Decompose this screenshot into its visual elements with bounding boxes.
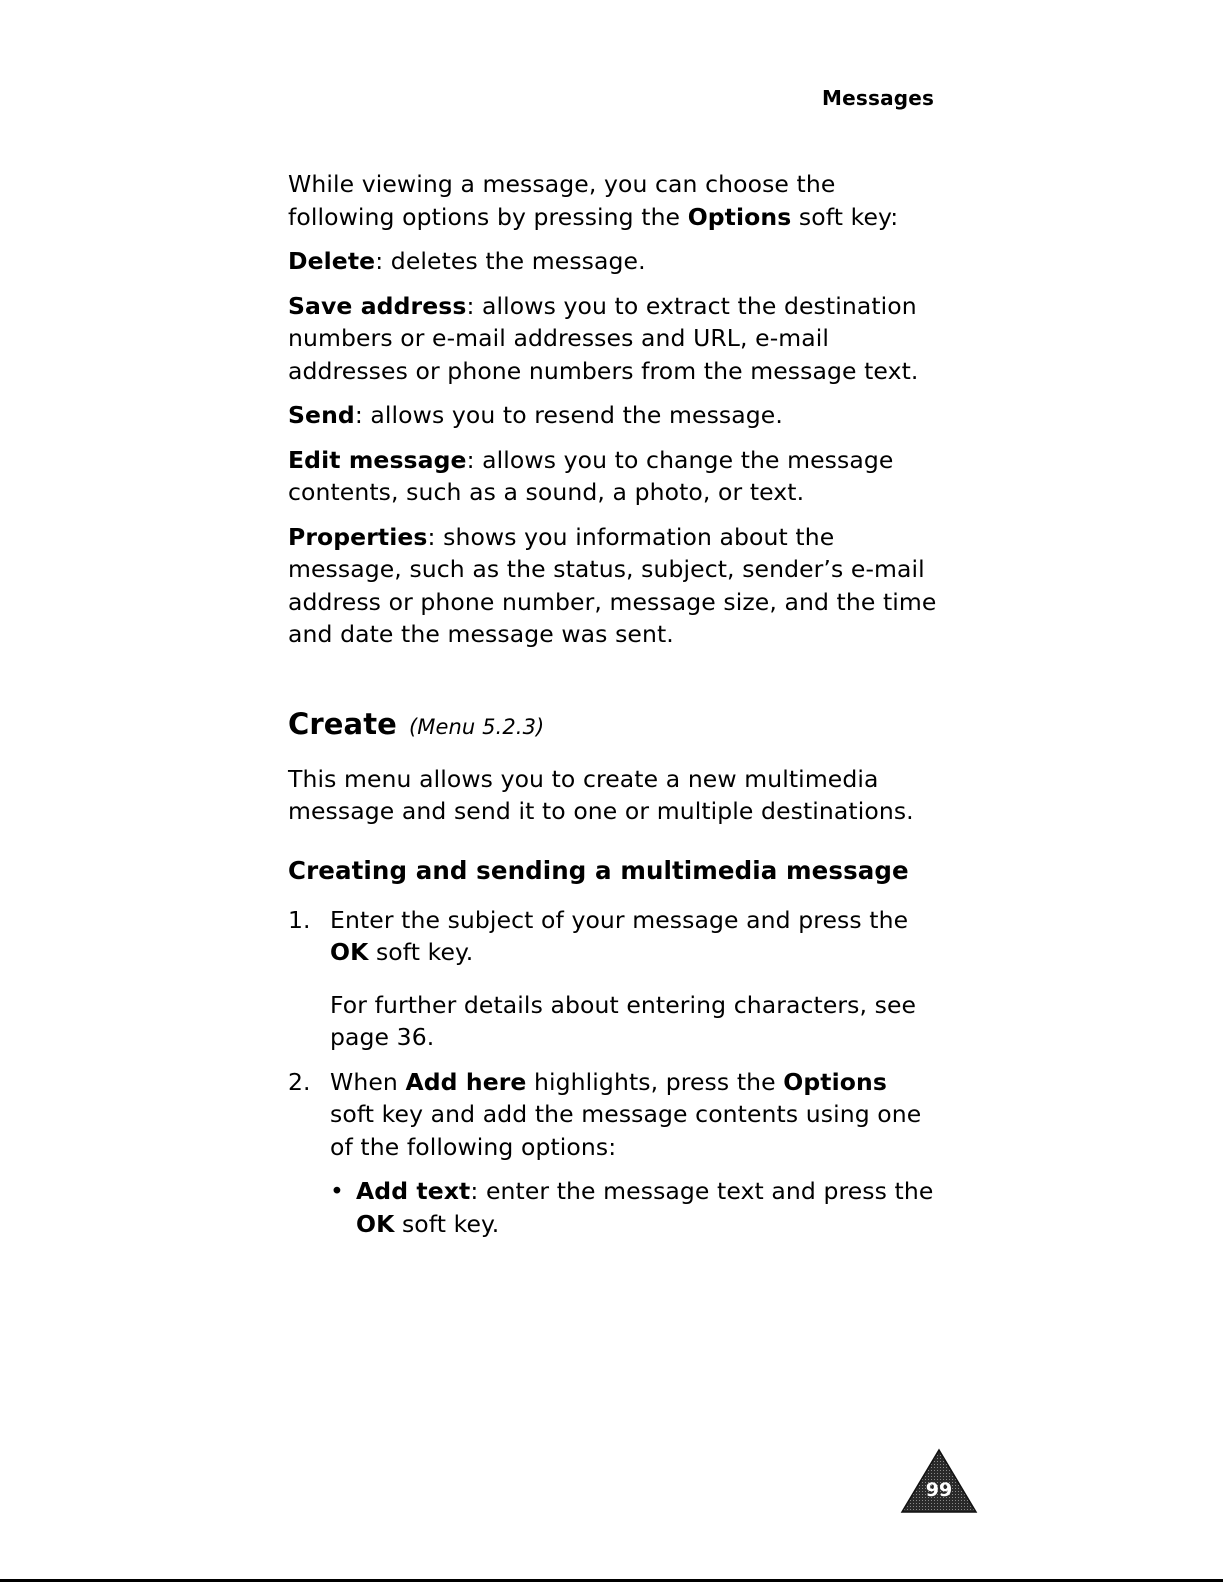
option-desc: : allows you to resend the message. [354,401,783,429]
intro-text-end: soft key: [791,202,899,231]
step-1 [288,904,938,1054]
option-properties [288,521,938,651]
options-key-label: Options [783,1067,887,1096]
step-text-part: When [330,1067,406,1096]
subheading: Creating and sending a multimedia message [288,855,909,885]
option-term: Properties [288,522,428,551]
bottom-divider [0,1579,1223,1582]
page-content [288,168,938,1252]
option-term: Delete [288,247,376,275]
options-key-label: Options [687,202,792,231]
option-edit-message [288,444,938,509]
option-term: Save address [288,291,467,320]
step-number: 1. [288,905,311,934]
section-description: This menu allows you to create a new multimedia message and send it to one or multiple destinations. [288,764,914,825]
option-term: Edit message [288,445,467,474]
menu-reference: (Menu 5.2.3) [408,714,545,739]
option-send [288,399,938,432]
bullet-term: Add text [356,1177,471,1205]
option-desc: : shows you information about the message, such as the status, subject, sender’s e-mail address or phone number, message size, and the time and date the message was sent. [288,522,937,648]
step-2 [288,1066,938,1241]
intro-paragraph [288,168,938,233]
page-header-title: Messages [822,86,935,110]
bullet-dot: • [330,1177,344,1205]
option-save-address [288,290,938,388]
step-text-part: Enter the subject of your message and press the [330,905,909,934]
add-here-label: Add here [405,1067,527,1096]
bullet-text: : enter the message text and press the [470,1177,934,1205]
option-desc: : deletes the message. [375,247,646,275]
intro-text: While viewing a message, you can choose the following options by pressing the [288,170,836,231]
step-text-part: soft key and add the message contents using one of the following options: [330,1100,922,1161]
step-note: For further details about entering characters, see page 36. [330,990,917,1051]
option-desc: : allows you to extract the destination numbers or e-mail addresses and URL, e-mail addresses or phone numbers from the message text. [288,291,919,385]
page-number: 99 [925,1479,953,1501]
option-desc: : allows you to change the message contents, such as a sound, a photo, or text. [288,445,894,506]
option-term: Send [288,401,355,429]
step-text [330,1066,938,1164]
ok-key-label: OK [330,938,369,966]
page-number-badge [900,1448,978,1514]
bullet-text: soft key. [394,1209,500,1238]
option-delete [288,245,938,278]
step-number: 2. [288,1067,311,1096]
ok-key-label: OK [356,1209,395,1238]
section-title: Create [288,706,397,741]
section-heading [288,704,938,747]
step-text-part: highlights, press the [526,1067,784,1096]
step-text [330,904,938,969]
bullet-add-text [330,1175,938,1240]
step-text-part: soft key. [368,938,474,966]
